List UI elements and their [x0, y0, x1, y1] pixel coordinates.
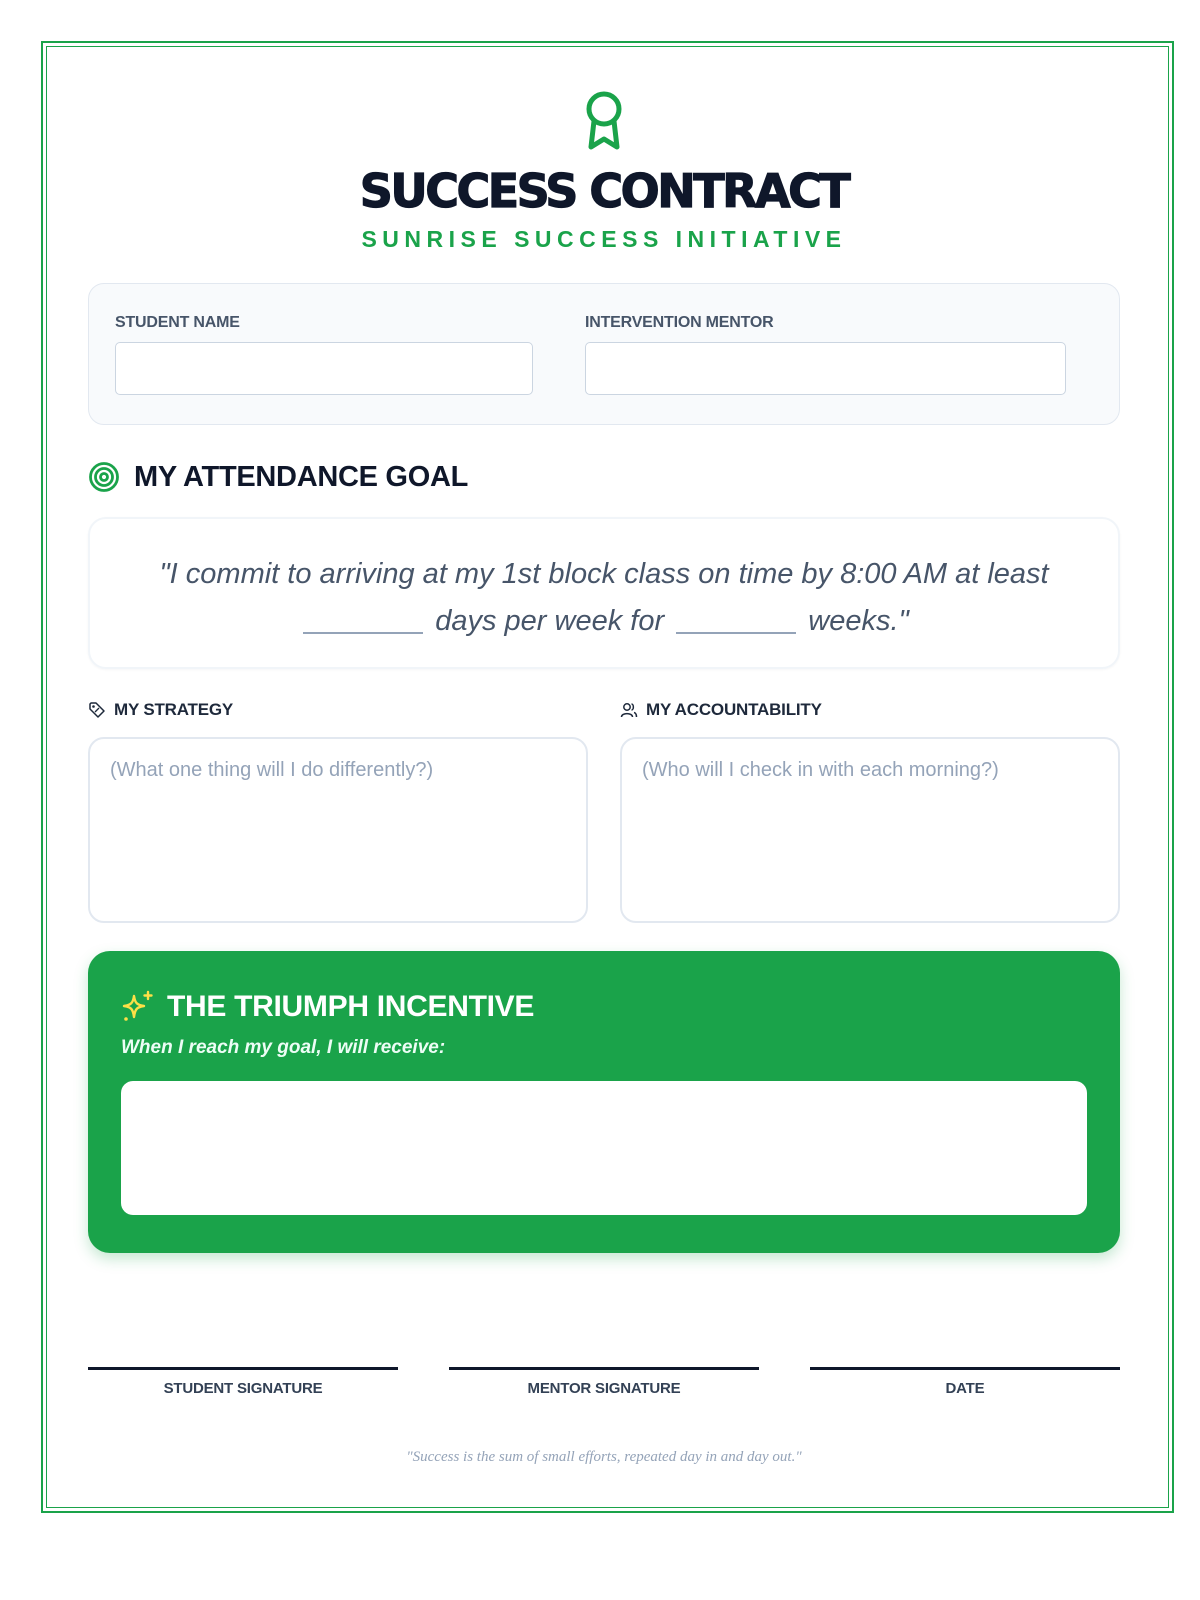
mentor-name-label: INTERVENTION MENTOR [585, 314, 774, 331]
incentive-title: THE TRIUMPH INCENTIVE [167, 990, 535, 1023]
mentor-signature-label: MENTOR SIGNATURE [527, 1380, 681, 1397]
page-title: SUCCESS CONTRACT [359, 164, 849, 218]
page-subtitle: SUNRISE SUCCESS INITIATIVE [361, 226, 847, 252]
names-panel [88, 283, 1120, 425]
sparkles-icon [121, 990, 155, 1024]
users-icon [620, 701, 638, 719]
contract-document [88, 46, 1120, 1466]
section-title: MY ATTENDANCE GOAL [134, 460, 469, 493]
incentive-subtitle: When I reach my goal, I will receive: [121, 1037, 446, 1058]
student-signature-label: STUDENT SIGNATURE [163, 1380, 323, 1397]
student-signature-block [88, 1367, 398, 1397]
student-name-label: STUDENT NAME [115, 314, 240, 331]
strategy-heading [88, 699, 588, 721]
strategy-accountability-row [88, 699, 1120, 923]
incentive-heading [121, 987, 1087, 1027]
date-line[interactable] [810, 1367, 1120, 1370]
accountability-column [620, 699, 1120, 923]
mentor-signature-block [449, 1367, 759, 1397]
accountability-heading [620, 699, 1120, 721]
strategy-column [88, 699, 588, 923]
target-icon [88, 461, 120, 493]
student-signature-line[interactable] [88, 1367, 398, 1370]
accountability-field[interactable] [620, 737, 1120, 923]
tag-icon [88, 701, 106, 719]
goal-line-1: "I commit to arriving at my 1st block class on time by 8:00 AM at least [159, 558, 1049, 590]
weeks-blank[interactable] [676, 608, 796, 634]
incentive-field[interactable] [121, 1081, 1087, 1215]
goal-weeks-text: weeks." [808, 605, 909, 637]
mentor-name-field[interactable] [585, 342, 1066, 395]
student-name-field[interactable] [115, 342, 533, 395]
header [88, 46, 1120, 253]
date-block [810, 1367, 1120, 1397]
attendance-goal-heading [88, 459, 1120, 495]
strategy-placeholder: (What one thing will I do differently?) [110, 759, 434, 781]
strategy-field[interactable] [88, 737, 588, 923]
days-blank[interactable] [303, 608, 423, 634]
mentor-signature-line[interactable] [449, 1367, 759, 1370]
date-label: DATE [945, 1380, 985, 1397]
accountability-title: MY ACCOUNTABILITY [646, 700, 822, 719]
accountability-placeholder: (Who will I check in with each morning?) [642, 759, 999, 781]
goal-days-text: days per week for [435, 605, 665, 637]
goal-statement [90, 551, 1118, 645]
incentive-panel [88, 951, 1120, 1253]
award-ribbon-icon [582, 90, 626, 156]
strategy-title: MY STRATEGY [114, 700, 234, 719]
footer-quote: "Success is the sum of small efforts, repeated day in and day out." [406, 1449, 802, 1465]
signature-row [88, 1367, 1120, 1397]
goal-statement-box [88, 517, 1120, 669]
